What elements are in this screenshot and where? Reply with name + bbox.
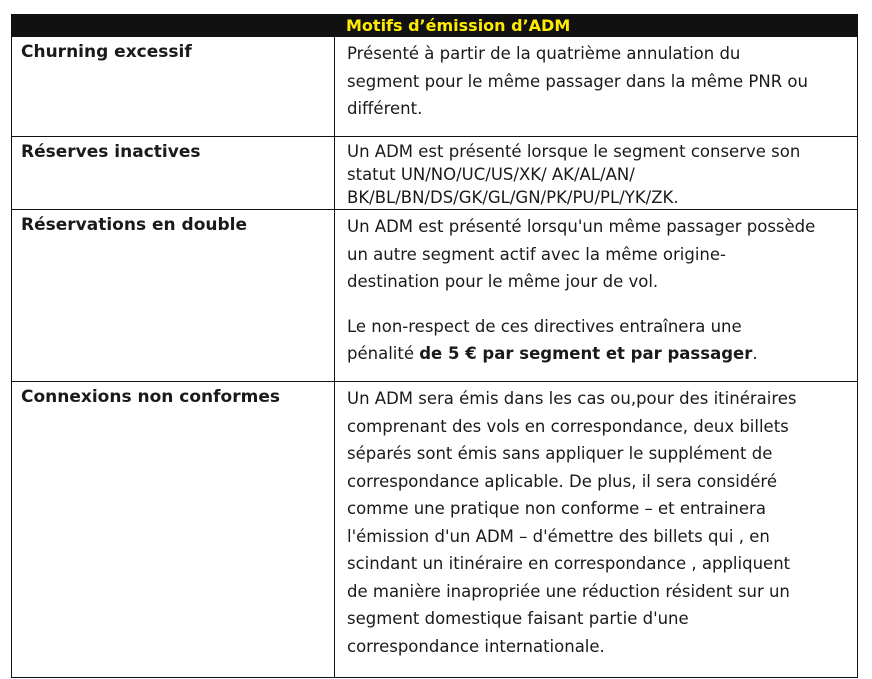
text-line: comme une pratique non conforme – et entrainera bbox=[347, 499, 766, 518]
text-line: correspondance internationale. bbox=[347, 636, 605, 656]
table-row-inactive bbox=[11, 137, 858, 210]
label-cell bbox=[12, 210, 335, 381]
text-line: scindant un itinéraire en correspondance , appliquent bbox=[347, 554, 791, 573]
penalty-prefix: pénalité bbox=[347, 344, 420, 363]
row-label: Réservations en double bbox=[21, 215, 248, 235]
text-line: de manière inapropriée une réduction résident sur un bbox=[347, 581, 790, 601]
text-line: correspondance aplicable. De plus, il sera considéré bbox=[347, 471, 778, 491]
table-header bbox=[11, 14, 858, 37]
text-line: comprenant des vols en correspondance, deux billets bbox=[347, 416, 789, 436]
text-line: statut UN/NO/UC/US/XK/ AK/AL/AN/ bbox=[347, 165, 635, 184]
text-line: segment domestique faisant partie d'une bbox=[347, 609, 689, 628]
row-label: Churning excessif bbox=[21, 42, 192, 62]
header-title: Motifs d’émission d’ADM bbox=[346, 16, 571, 35]
text-line: séparés sont émis sans appliquer le supplément de bbox=[347, 444, 773, 463]
penalty-suffix: . bbox=[752, 344, 758, 363]
text-line: l'émission d'un ADM – d'émettre des billets qui , en bbox=[347, 526, 770, 546]
text-line: destination pour le même jour de vol. bbox=[347, 272, 659, 291]
text-line: Un ADM est présenté lorsqu'un même passager possède bbox=[347, 217, 816, 236]
row-description bbox=[347, 213, 852, 368]
row-description bbox=[347, 40, 852, 123]
text-line: segment pour le même passager dans la même PNR ou bbox=[347, 71, 808, 91]
text-line: BK/BL/BN/DS/GK/GL/GN/PK/PU/PL/YK/ZK. bbox=[347, 188, 679, 207]
text-line: Un ADM est présenté lorsque le segment conserve son bbox=[347, 142, 801, 161]
table-row-churning bbox=[11, 37, 858, 137]
table-row-connections bbox=[11, 382, 858, 678]
table-row-duplicate bbox=[11, 210, 858, 382]
text-line: un autre segment actif avec la même origine- bbox=[347, 244, 726, 264]
row-label: Réserves inactives bbox=[21, 142, 201, 162]
label-cell bbox=[12, 137, 335, 209]
text-line: Un ADM sera émis dans les cas ou,pour des itinéraires bbox=[347, 389, 797, 408]
penalty-amount: de 5 € par segment et par passager bbox=[419, 344, 753, 363]
penalty-line bbox=[347, 340, 852, 368]
label-cell bbox=[12, 382, 335, 677]
label-cell bbox=[12, 37, 335, 136]
row-description bbox=[347, 385, 852, 660]
row-description bbox=[347, 140, 852, 209]
text-line: Présenté à partir de la quatrième annulation du bbox=[347, 44, 741, 63]
text-line: différent. bbox=[347, 99, 423, 118]
text-line: Le non-respect de ces directives entraînera une bbox=[347, 316, 742, 336]
row-label: Connexions non conformes bbox=[21, 387, 280, 407]
